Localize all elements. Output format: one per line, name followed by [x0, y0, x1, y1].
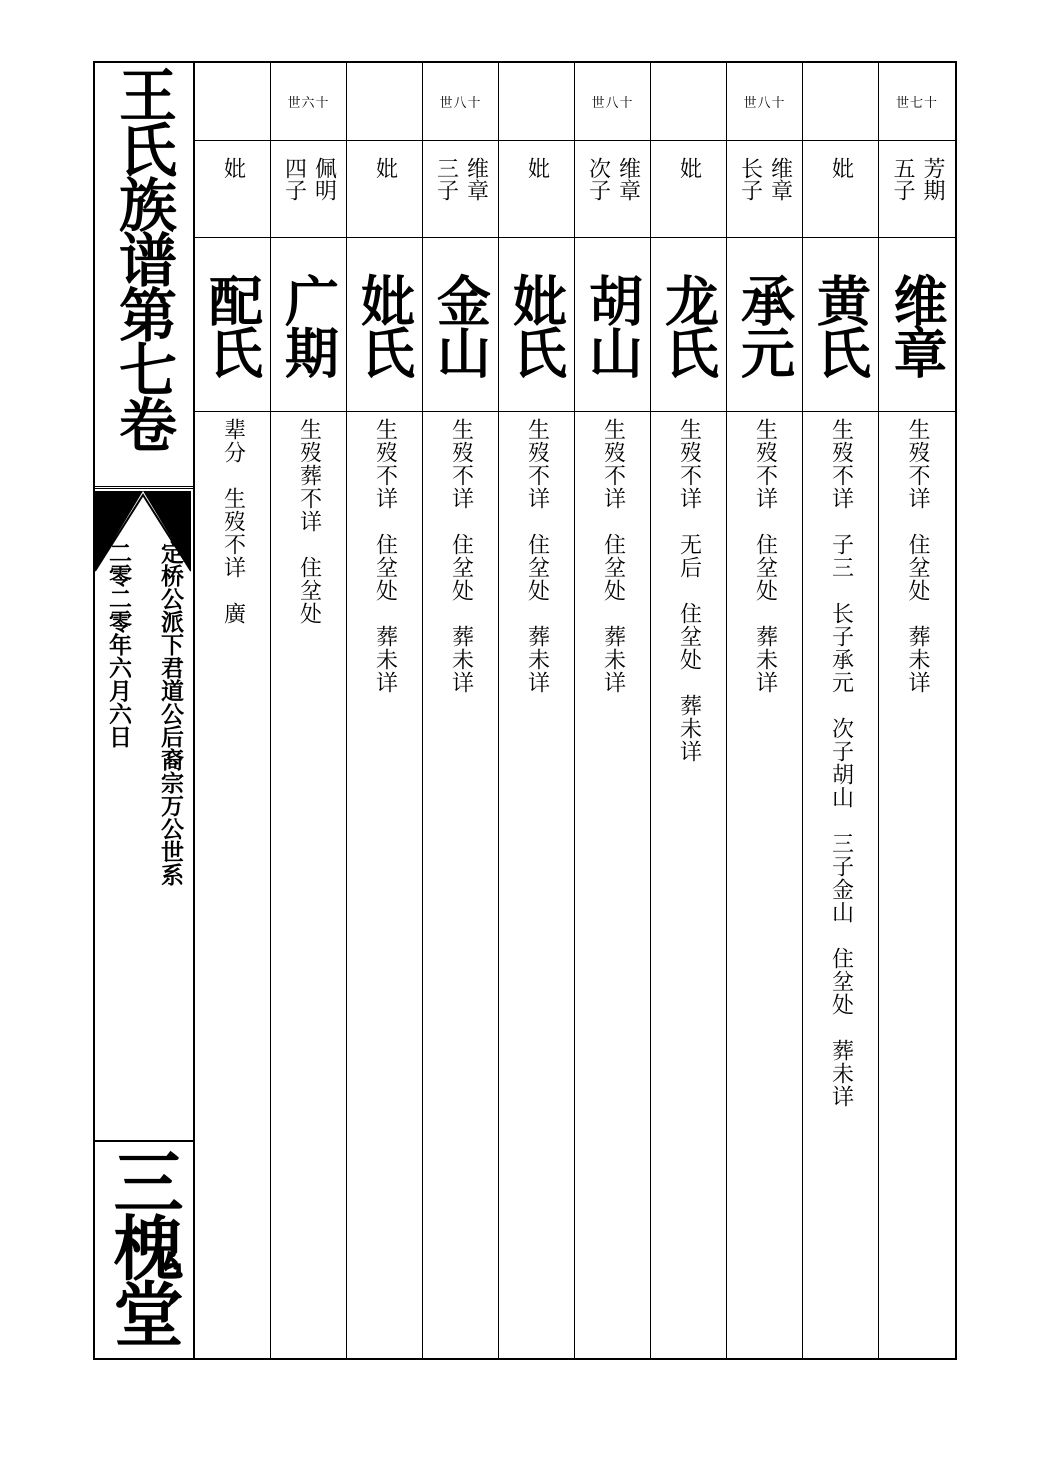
book-title: 王氏族谱第七卷: [109, 65, 177, 450]
generation-cell: 世六十: [271, 63, 346, 141]
person-description: 生歿不详 住坌处 葬未详: [372, 418, 398, 694]
relation-cell: [499, 141, 574, 238]
relation-cell: [575, 141, 650, 238]
description-cell: [879, 412, 955, 1358]
person-name: 胡山: [580, 272, 645, 377]
relation-cell: [879, 141, 955, 238]
person-description: 生歿不详 住坌处 葬未详: [600, 418, 626, 694]
name-cell: [195, 238, 270, 412]
compile-date: 二零二零年六月六日: [105, 541, 132, 748]
relation-cell: [271, 141, 346, 238]
person-description: 生歿不详 住坌处 葬未详: [448, 418, 474, 694]
person-name: 维章: [885, 272, 949, 377]
description-cell: [803, 412, 878, 1358]
description-cell: [651, 412, 726, 1358]
person-name: 黄氏: [808, 272, 873, 377]
generation-cell: 世八十: [423, 63, 498, 141]
description-cell: [271, 412, 346, 1358]
person-description: 生歿葬不详 住坌处: [296, 418, 322, 625]
relation-text: 妣: [524, 157, 550, 179]
person-description: 生歿不详 住坌处 葬未详: [752, 418, 778, 694]
description-cell: [727, 412, 802, 1358]
relation-text: 妣: [676, 157, 702, 179]
person-name: 配氏: [200, 272, 265, 377]
generation-cell: 世八十: [727, 63, 802, 141]
person-name: 承元: [732, 272, 797, 377]
entry-column: [423, 63, 499, 1358]
relation-text: 佩明四子: [281, 157, 337, 201]
person-name: 广期: [276, 272, 341, 377]
relation-text: 维章三子: [433, 157, 489, 201]
description-cell: [347, 412, 422, 1358]
relation-text: 芳期五子: [890, 157, 945, 201]
generation-cell: [499, 63, 574, 141]
name-cell: [499, 238, 574, 412]
person-description: 生歿不详 住坌处 葬未详: [524, 418, 550, 694]
entry-column: [499, 63, 575, 1358]
relation-cell: [727, 141, 802, 238]
name-cell: [575, 238, 650, 412]
genealogy-columns: [195, 63, 955, 1358]
hall-box: [95, 1140, 193, 1358]
entry-column: [575, 63, 651, 1358]
entry-column: [727, 63, 803, 1358]
description-cell: [575, 412, 650, 1358]
name-cell: [423, 238, 498, 412]
generation-cell: [803, 63, 878, 141]
relation-cell: [347, 141, 422, 238]
entry-column: [879, 63, 955, 1358]
description-cell: [423, 412, 498, 1358]
hall-name: 三槐堂: [102, 1146, 185, 1344]
title-box: [95, 63, 193, 489]
entry-column: [271, 63, 347, 1358]
generation-cell: [347, 63, 422, 141]
name-cell: [803, 238, 878, 412]
title-panel: [95, 63, 195, 1358]
generation-cell: 世八十: [575, 63, 650, 141]
branch-lineage: 定桥公派下君道公后裔宗万公世系: [157, 541, 184, 886]
relation-text: 维章长子: [737, 157, 793, 201]
entry-column: [651, 63, 727, 1358]
relation-text: 妣: [828, 157, 854, 179]
description-cell: [499, 412, 574, 1358]
person-name: 龙氏: [656, 272, 721, 377]
entry-column: [347, 63, 423, 1358]
generation-cell: [651, 63, 726, 141]
name-cell: [347, 238, 422, 412]
description-cell: [195, 412, 270, 1358]
relation-cell: [423, 141, 498, 238]
relation-cell: [803, 141, 878, 238]
genealogy-page-frame: [93, 61, 957, 1360]
person-description: 生歿不详 子三 长子承元 次子胡山 三子金山 住坌处 葬未详: [828, 418, 854, 1108]
name-cell: [651, 238, 726, 412]
person-name: 妣氏: [504, 272, 569, 377]
name-cell: [271, 238, 346, 412]
relation-text: 妣: [372, 157, 398, 179]
generation-cell: 世七十: [879, 63, 955, 141]
person-description: 生歿不详 住坌处 葬未详: [905, 418, 930, 694]
name-cell: [879, 238, 955, 412]
name-cell: [727, 238, 802, 412]
person-description: 辈分 生歿不详 廣: [220, 418, 246, 625]
entry-column: [195, 63, 271, 1358]
person-description: 生歿不详 无后 住坌处 葬未详: [676, 418, 702, 763]
relation-text: 维章次子: [585, 157, 641, 201]
relation-text: 妣: [220, 157, 246, 179]
relation-cell: [195, 141, 270, 238]
generation-cell: [195, 63, 270, 141]
person-name: 妣氏: [352, 272, 417, 377]
person-name: 金山: [428, 272, 493, 377]
entry-column: [803, 63, 879, 1358]
relation-cell: [651, 141, 726, 238]
